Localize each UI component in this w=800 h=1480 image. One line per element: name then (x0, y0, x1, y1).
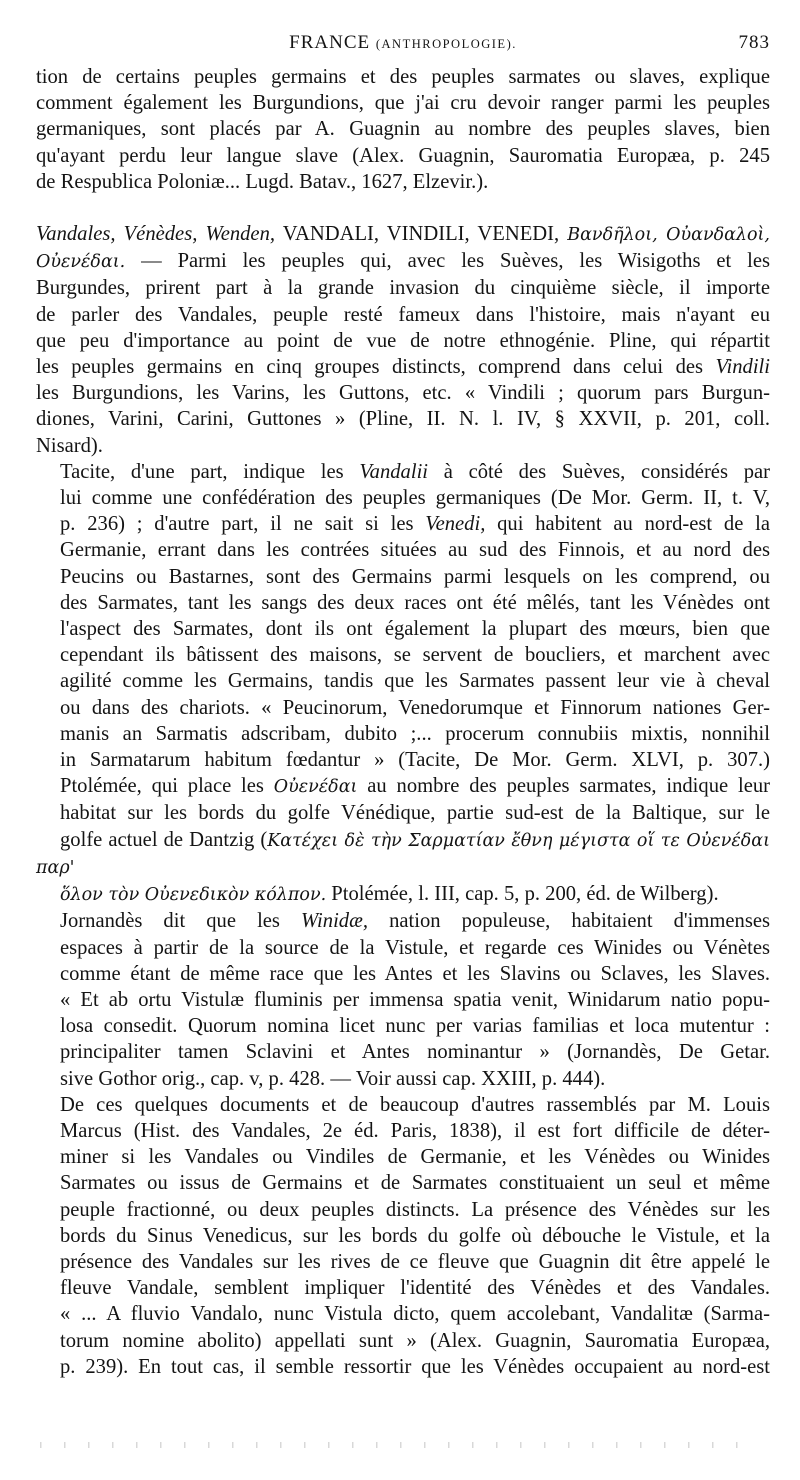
text-line: miner si les Vandales ou Vindiles de Germanie, et les Vénèdes ou Winides (60, 1146, 770, 1169)
text-line (36, 827, 770, 881)
text-run: au nombre des peuples sarmates, indique leur (357, 775, 770, 798)
text-line: Germanie, errant dans les contrées situées au sud des Finnois, et au nord des (60, 539, 770, 562)
text-run: les peuples germains en cinq groupes distincts, comprend dans celui des (36, 356, 716, 379)
text-line (36, 221, 770, 248)
text-line: Marcus (Hist. des Vandales, 2e éd. Paris, 1838), il est fort difficile de déter- (60, 1119, 770, 1142)
text-line: Nisard). (36, 434, 103, 457)
text-line: Sarmates ou issus de Germains et de Sarmates constituaient un seul et même (60, 1172, 770, 1195)
text-line: habitat sur les bords du golfe Vénédique, partie sud-est de la Baltique, sur le (60, 802, 770, 825)
greek-text: Βανδῆλοι, Οὐανδαλοὶ, (567, 225, 770, 246)
greek-text: Οὐενέδαι (273, 777, 358, 798)
text-line: que peu d'importance au point de vue de notre ethnogénie. Pline, qui répartit (36, 329, 770, 352)
text-run: Ptolémée, qui place les (60, 775, 274, 798)
text-run: p. 236) ; d'autre part, il ne sait si les (60, 513, 426, 536)
text-run: — Parmi les peuples qui, avec les Suèves, les Wisigoths et les (125, 250, 770, 273)
header-title: FRANCE (289, 32, 371, 53)
scan-speckle-row (40, 1442, 760, 1448)
text-line: fleuve Vandale, semblent impliquer l'identité des Vénèdes et des Vandales. (60, 1277, 770, 1300)
greek-text: Οὐενέδαι. (36, 252, 126, 273)
paragraph-tacite (36, 459, 770, 908)
text-run: à côté des Suèves, considérés par (428, 460, 770, 483)
text-line: p. 239). En tout cas, il semble ressortir que les Vénèdes occupaient au nord-est (60, 1355, 770, 1378)
text-run: Tacite, d'une part, indique les (60, 460, 360, 483)
text-line: sive Gothor orig., cap. v, p. 428. — Voir aussi cap. XXIII, p. 444). (60, 1067, 606, 1090)
text-line: De ces quelques documents et de beaucoup d'autres rassemblés par M. Louis (60, 1093, 770, 1116)
greek-text: ὅλον τὸν Οὐενεδικὸν κόλπον. (60, 885, 327, 906)
text-line: losa consedit. Quorum nomina licet nunc per varias familias et loca mutentur : (60, 1015, 770, 1038)
text-run: qui habitent au nord-est de la (485, 513, 770, 536)
text-line: comme étant de même race que les Antes et les Slavins ou Sclaves, les Slaves. (60, 962, 770, 985)
text-line: Peucins ou Bastarnes, sont des Germains parmi lesquels on les comprend, ou (60, 565, 770, 588)
paragraph-vandales (36, 221, 770, 459)
text-line: bords du Sinus Venedicus, sur les bords du golfe où débouche le Vistule, et la (60, 1224, 770, 1247)
text-line (36, 773, 770, 800)
text-line: diones, Varini, Carini, Guttones » (Pline, II. N. l. IV, § XXVII, p. 201, coll. (36, 408, 770, 431)
paragraph-jornandes (36, 908, 770, 1091)
text-line (36, 511, 770, 537)
text-line: des Sarmates, tant les sangs des deux races ont été mêlés, tant les Vénèdes ont (60, 591, 770, 614)
text-run: golfe actuel de Dantzig ( (60, 828, 268, 851)
header-subtitle: (ANTHROPOLOGIE). (375, 37, 517, 51)
text-line: peuple fractionné, ou deux peuples distincts. La présence des Vénèdes sur les (60, 1198, 770, 1221)
entry-title-smallcaps: VANDALI, VINDILI, VENEDI, (275, 223, 568, 246)
page-number: 783 (738, 32, 770, 53)
text-line: manis an Sarmatis adscribam, dubito ;... procerum connubiis mixtis, nonnihil (60, 722, 770, 745)
text-line: agilité comme les Germains, tandis que les Sarmates passent leur vie à cheval (60, 670, 770, 693)
italic-term: Vandalii (359, 460, 429, 483)
text-line: qu'ayant perdu leur langue slave (Alex. Guagnin, Sauromatia Europæa, p. 245 (36, 144, 770, 167)
text-line: comment également les Burgundions, que j'ai cru devoir ranger parmi les peuples (36, 92, 770, 115)
text-line: principaliter tamen Sclavini et Antes nominantur » (Jornandès, De Getar. (60, 1041, 770, 1064)
text-line: espaces à partir de la source de la Vistule, et regarde ces Winides ou Vénètes (60, 936, 770, 959)
header-title-block (36, 32, 770, 54)
text-line: in Sarmatarum habitum fœdantur » (Tacite, De Mor. Germ. XLVI, p. 307.) (60, 749, 770, 772)
text-line: tion de certains peuples germains et des peuples sarmates ou slaves, explique (36, 66, 770, 88)
text-line: Burgundes, prirent part à la grande invasion du cinquième siècle, il importe (36, 277, 770, 300)
text-line: ou dans des chariots. « Peucinorum, Venedorumque et Finnorum nationes Ger- (60, 696, 770, 719)
italic-term: Venedi, (425, 513, 486, 536)
text-run: Jornandès dit que les (60, 910, 302, 933)
text-line: présence des Vandales sur les rives de ce fleuve que Guagnin dit être appelé le (60, 1250, 770, 1273)
text-line: les Burgundions, les Varins, les Guttons, etc. « Vindili ; quorum pars Burgun- (36, 382, 770, 405)
text-line: germaniques, sont placés par A. Guagnin au nombre des peuples slaves, bien (36, 118, 770, 141)
text-line (36, 908, 770, 934)
text-run: Ptolémée, l. III, cap. 5, p. 200, éd. de Wilberg). (326, 883, 719, 906)
entry-title-italic: Vandales, Vénèdes, Wenden, (36, 223, 276, 246)
running-header (36, 32, 770, 58)
greek-text: Κατέχει δὲ τὴν Σαρματίαν ἔθνη μέγιστα οἵ τε Οὐενέδαι παρ' (36, 830, 770, 878)
paragraph-conclusion (36, 1092, 770, 1380)
page-body (36, 64, 770, 1380)
text-line (36, 354, 770, 380)
text-line: lui comme une confédération des peuples germaniques (De Mor. Germ. II, t. V, (60, 487, 770, 510)
text-line: de Respublica Poloniæ... Lugd. Batav., 1627, Elzevir.). (36, 170, 489, 193)
text-line: l'aspect des Sarmates, dont ils ont également la plupart des mœurs, bien que (60, 618, 770, 641)
text-line: cependant ils bâtissent des maisons, se servent de boucliers, et marchent avec (60, 644, 770, 667)
text-run: nation populeuse, habitaient d'immenses (367, 910, 770, 933)
text-line (36, 881, 770, 908)
italic-term: Vindili (715, 356, 770, 379)
text-line: « ... A fluvio Vandalo, nunc Vistula dicto, quem accolebant, Vandalitæ (Sarma- (60, 1303, 770, 1326)
text-line (36, 248, 770, 275)
text-line: « Et ab ortu Vistulæ fluminis per immensa spatia venit, Winidarum natio popu- (60, 988, 770, 1011)
paragraph-1 (36, 64, 770, 195)
text-line (36, 459, 770, 485)
italic-term: Winidæ, (301, 910, 368, 933)
text-line: de parler des Vandales, peuple resté fameux dans l'histoire, mais n'ayant eu (36, 303, 770, 326)
text-line: torum nomine abolito) appellati sunt » (Alex. Guagnin, Sauromatia Europæa, (60, 1329, 770, 1352)
